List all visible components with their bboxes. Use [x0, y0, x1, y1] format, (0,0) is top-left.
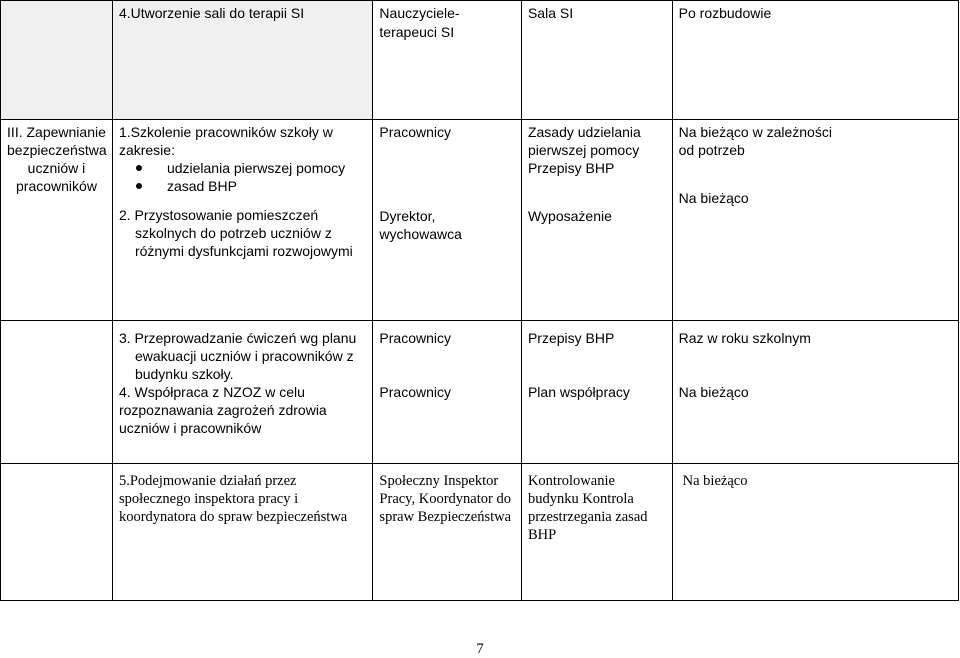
deadline-cell — [672, 120, 958, 321]
item1-resources-bhp: Przepisy BHP — [527, 160, 615, 176]
responsible-cell — [373, 1, 522, 120]
empty-cell — [1, 464, 113, 601]
action-text: 4.Utworzenie sali do terapii SI — [118, 5, 305, 21]
responsible-text: Nauczyciele-terapeuci SI — [379, 5, 460, 40]
page-number: 7 — [476, 641, 484, 657]
area-text: III. Zapewnianie bezpieczeństwa uczniów i pracowników — [7, 124, 107, 194]
item3-resources: Przepisy BHP — [527, 330, 615, 346]
item4-resources: Plan współpracy — [527, 384, 630, 400]
item1-deadline: Na bieżąco w zależności od potrzeb — [678, 124, 832, 158]
resources-cell — [521, 321, 672, 464]
table-row — [1, 464, 959, 601]
area-cell — [1, 120, 113, 321]
responsible-cell — [373, 120, 522, 321]
item3-title: 3. Przeprowadzanie ćwiczeń wg planu ewakuacji uczniów i pracowników z budynku szkoły. — [118, 330, 357, 382]
responsible-cell — [373, 321, 522, 464]
item1-responsible: Pracownicy — [379, 124, 452, 140]
item3-deadline: Raz w roku szkolnym — [678, 330, 811, 346]
item2-title: 2. Przystosowanie pomieszczeń szkolnych do potrzeb uczniów z różnymi dysfunkcjami rozwojowymi — [118, 207, 353, 259]
action-cell — [112, 120, 372, 321]
deadline-cell — [672, 321, 958, 464]
resources-text: Sala SI — [527, 5, 574, 21]
resources-cell — [521, 120, 672, 321]
action-cell — [112, 1, 372, 120]
item2-resources: Wyposażenie — [527, 208, 612, 224]
item3-responsible: Pracownicy — [379, 330, 452, 346]
resources-cell — [521, 464, 672, 601]
list-item: udzielania pierwszej pomocy — [167, 159, 366, 177]
item4-title: 4. Współpraca z NZOZ w celu rozpoznawania zagrożeń zdrowia uczniów i pracowników — [118, 384, 327, 436]
item5-responsible: Społeczny Inspektor Pracy, Koordynator do spraw Bezpieczeństwa — [379, 473, 512, 525]
resources-cell — [521, 1, 672, 120]
deadline-cell — [672, 464, 958, 601]
item2-deadline: Na bieżąco — [678, 190, 749, 206]
action-cell — [112, 464, 372, 601]
table-row — [1, 120, 959, 321]
item5-deadline: Na bieżąco — [682, 473, 748, 489]
item1-title: 1.Szkolenie pracowników szkoły w zakresie: — [118, 124, 333, 158]
action-cell — [112, 321, 372, 464]
item2-responsible: Dyrektor, wychowawca — [379, 208, 462, 242]
bullet-list — [119, 159, 366, 195]
table-row — [1, 321, 959, 464]
item4-responsible: Pracownicy — [379, 384, 452, 400]
deadline-cell — [672, 1, 958, 120]
list-item: zasad BHP — [167, 177, 366, 195]
deadline-text: Po rozbudowie — [678, 5, 772, 21]
item5-resources: Kontrolowanie budynku Kontrola przestrzegania zasad BHP — [527, 473, 648, 543]
item5-title: 5.Podejmowanie działań przez społecznego inspektora pracy i koordynatora do spraw bezpieczeństwa — [118, 473, 348, 525]
empty-cell — [1, 1, 113, 120]
responsible-cell — [373, 464, 522, 601]
item4-deadline: Na bieżąco — [678, 384, 749, 400]
empty-cell — [1, 321, 113, 464]
item1-resources: Zasady udzielania pierwszej pomocy — [527, 124, 641, 158]
table-row — [1, 1, 959, 120]
